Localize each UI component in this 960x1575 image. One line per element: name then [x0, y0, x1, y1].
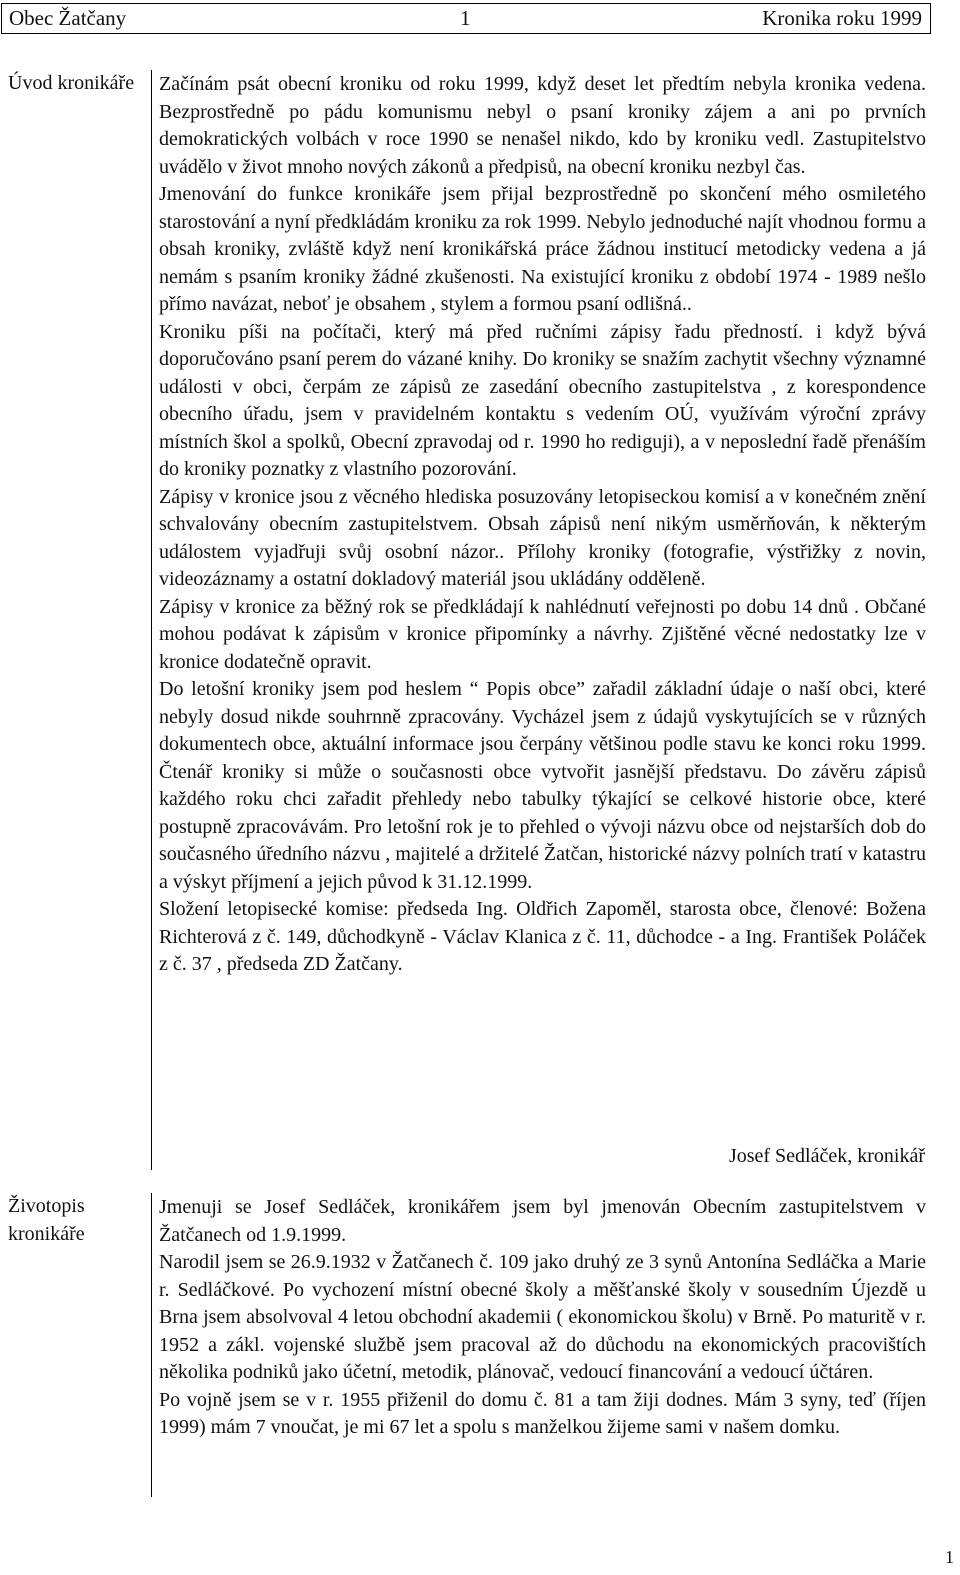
intro-paragraph: Jmenování do funkce kronikáře jsem přijal bezprostředně po skončení mého osmiletého starostování a nyní předkládám kroniku za rok 1999. Nebylo jednoduché najít vhodnou formu a obsah kroniky, zvláště když není kronikářská práce žádnou institucí metodicky vedena a já nemám s psaním kroniky žádné zkušenosti. Na existující kroniku z období 1974 - 1989 nešlo přímo navázat, neboť je obsahem , stylem a formou psaní odlišná..: [159, 183, 926, 315]
intro-text: [159, 71, 926, 979]
header-page-number: 1: [460, 6, 471, 30]
section-divider-intro: [151, 70, 152, 1170]
header-chronicle-year: Kronika roku 1999: [762, 6, 922, 30]
section-divider-bio: [151, 1193, 152, 1497]
intro-paragraph: Začínám psát obecní kroniku od roku 1999, když deset let předtím nebyla kronika vedena. Bezprostředně po pádu komunismu nebyl o psaní kroniky zájem a ani po prvních demokratických volbách v roce 1990 se nenašel nikdo, kdo by kroniku vedl. Zastupitelstvo uvádělo v život mnoho nových zákonů a předpisů, na obecní kroniku nezbyl čas.: [159, 73, 926, 178]
section-heading-bio: Životopis kronikáře: [8, 1195, 85, 1245]
section-heading-intro: Úvod kronikáře: [8, 72, 135, 94]
bio-text: [159, 1194, 926, 1442]
page-number: 1: [945, 1547, 954, 1567]
signature: Josef Sedláček, kronikář: [728, 1145, 925, 1167]
bio-paragraph: Narodil jsem se 26.9.1932 v Žatčanech č. 109 jako druhý ze 3 synů Antonína Sedláčka a Marie r. Sedláčkové. Po vychození místní obecné školy a měšťanské školy v sousedním Újezdě u Brna jsem absolvoval 4 letou obchodní akademii ( ekonomickou školu) v Brně. Po maturitě v r. 1952 a zákl. vojenské službě jsem pracoval až do důchodu na ekonomických pracovištích několika podniků jako účetní, metodik, plánovač, vedoucí financování a vedoucí účtáren.: [159, 1251, 926, 1383]
intro-paragraph: Do letošní kroniky jsem pod heslem “ Popis obce” zařadil základní údaje o naší obci, které nebyly dosud nikde souhrnně zpracovány. Vycházel jsem z údajů vyskytujících se v různých dokumentech obce, aktuální informace jsou čerpány většinou podle stavu ke konci roku 1999. Čtenář kroniky si může o současnosti obce vytvořit jasnější představu. Do závěru zápisů každého roku chci zařadit přehledy nebo tabulky týkající se celkové historie obce, které postupně zpracovávám. Pro letošní rok je to přehled o vývoji názvu obce od nejstarších dob do současného úředního názvu , majitelé a držitelé Žatčan, historické názvy polních tratí v katastru a výskyt příjmení a jejich původ k 31.12.1999.: [159, 678, 926, 893]
bio-paragraph: Jmenuji se Josef Sedláček, kronikářem jsem byl jmenován Obecním zastupitelstvem v Žatčanech od 1.9.1999.: [159, 1196, 926, 1246]
intro-paragraph: Zápisy v kronice za běžný rok se předkládají k nahlédnutí veřejnosti po dobu 14 dnů . Občané mohou podávat k zápisům v kronice připomínky a návrhy. Zjištěné věcné nedostatky lze v kronice dodatečně opravit.: [159, 595, 926, 673]
intro-paragraph: Kroniku píši na počítači, který má před ručními zápisy řadu předností. i když bývá doporučováno psaní perem do vázané knihy. Do kroniky se snažím zachytit všechny významné události v obci, čerpám ze zápisů ze zasedání obecního zastupitelstva , z korespondence obecního úřadu, jsem v pravidelném kontaktu s vedením OÚ, využívám výroční zprávy místních škol a spolků, Obecní zpravodaj od r. 1990 ho rediguji), a v neposlední řadě přenáším do kroniky poznatky z vlastního pozorování.: [159, 320, 926, 480]
intro-paragraph: Zápisy v kronice jsou z věcného hlediska posuzovány letopiseckou komisí a v konečném znění schvalovány obecním zastupitelstvem. Obsah zápisů není nikým usměrňován, k některým událostem vyjadřuji svůj osobní názor.. Přílohy kroniky (fotografie, výstřižky z novin, videozáznamy a ostatní dokladový materiál jsou ukládány odděleně.: [159, 485, 926, 590]
bio-paragraph: Po vojně jsem se v r. 1955 přiženil do domu č. 81 a tam žiji dodnes. Mám 3 syny, teď (říjen 1999) mám 7 vnoučat, je mi 67 let a spolu s manželkou žijeme sami v našem domku.: [159, 1388, 926, 1438]
header-municipality: Obec Žatčany: [9, 6, 127, 30]
page-header: [1, 3, 931, 34]
intro-paragraph: Složení letopisecké komise: předseda Ing. Oldřich Zapoměl, starosta obce, členové: Božena Richterová z č. 149, důchodkyně - Václav Klanica z č. 11, důchodce - a Ing. František Poláček z č. 37 , předseda ZD Žatčany.: [159, 898, 926, 975]
